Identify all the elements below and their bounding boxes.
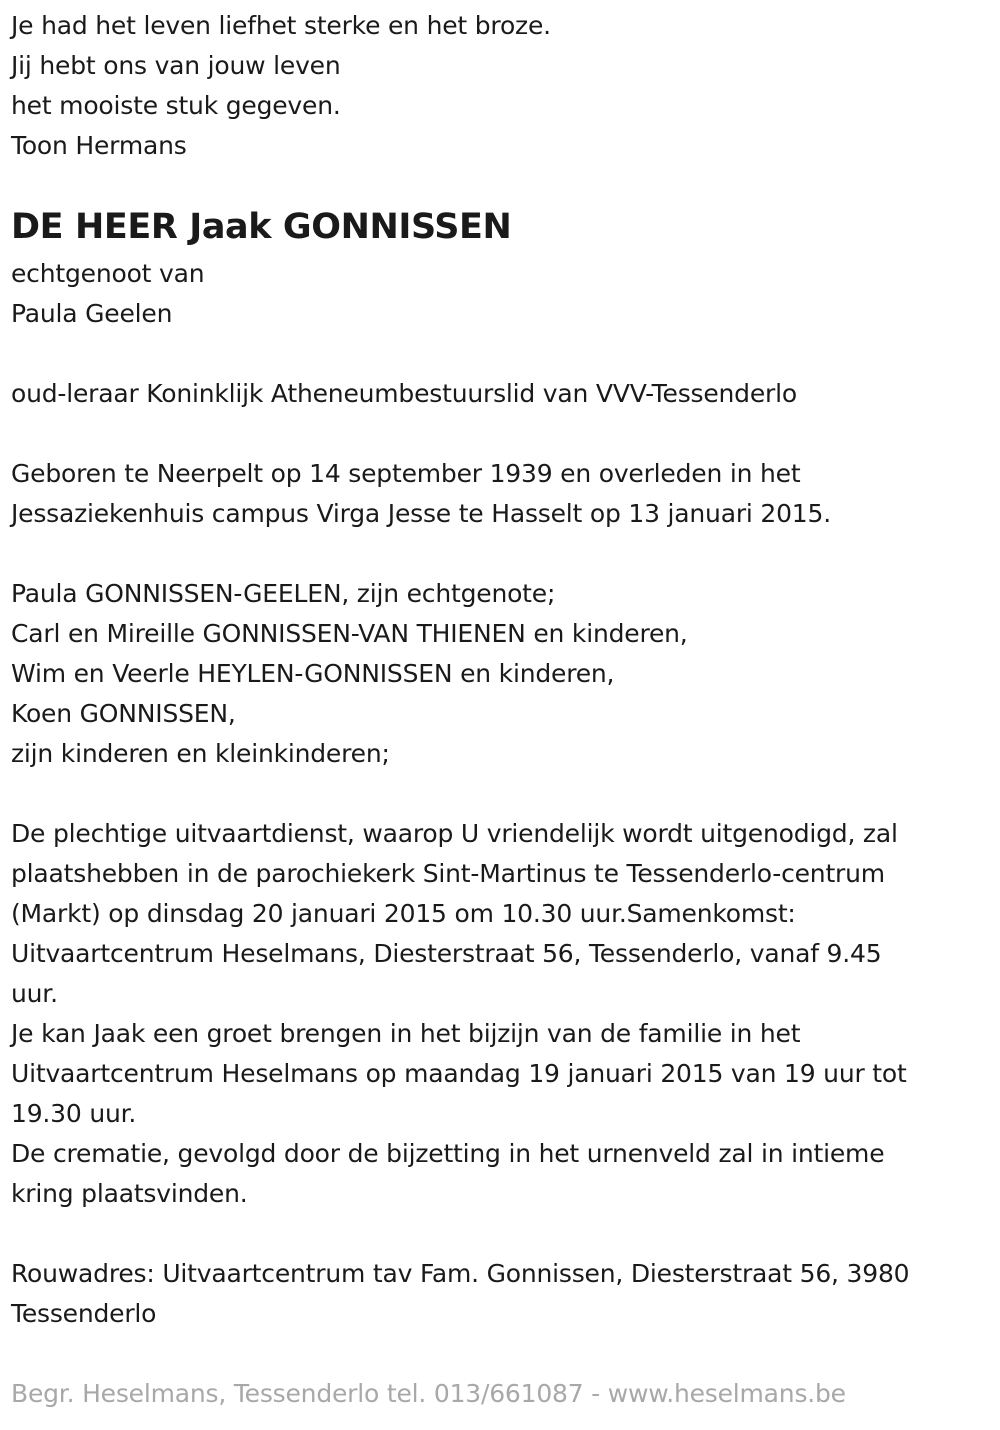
service-line: Je kan Jaak een groet brengen in het bijzijn van de familie in het	[11, 1019, 801, 1048]
family-line: Koen GONNISSEN,	[11, 699, 236, 728]
service-line: uur.	[11, 979, 58, 1008]
family-line: Paula GONNISSEN-GEELEN, zijn echtgenote;	[11, 579, 556, 608]
address-line: Rouwadres: Uitvaartcentrum tav Fam. Gonnissen, Diesterstraat 56, 3980	[11, 1259, 910, 1288]
family-line: Carl en Mireille GONNISSEN-VAN THIENEN en kinderen,	[11, 619, 688, 648]
family-line: zijn kinderen en kleinkinderen;	[11, 739, 390, 768]
family-line: Wim en Veerle HEYLEN-GONNISSEN en kinderen,	[11, 659, 615, 688]
funeral-home-footer: Begr. Heselmans, Tessenderlo tel. 013/661087 - www.heselmans.be	[11, 1379, 846, 1408]
birth-death-line: Geboren te Neerpelt op 14 september 1939 en overleden in het	[11, 459, 801, 488]
occupation: oud-leraar Koninklijk Atheneumbestuurslid van VVV-Tessenderlo	[11, 379, 797, 408]
birth-death-line: Jessaziekenhuis campus Virga Jesse te Hasselt op 13 januari 2015.	[11, 499, 831, 528]
occupation-block	[11, 374, 991, 414]
service-line: (Markt) op dinsdag 20 januari 2015 om 10.30 uur.Samenkomst:	[11, 899, 796, 928]
deceased-name: DE HEER Jaak GONNISSEN	[11, 207, 512, 247]
family-block	[11, 574, 991, 774]
service-line: kring plaatsvinden.	[11, 1179, 248, 1208]
spouse-block	[11, 254, 991, 334]
poem	[11, 6, 991, 166]
spouse-line: echtgenoot van	[11, 259, 205, 288]
spouse-line: Paula Geelen	[11, 299, 173, 328]
deceased-name-block	[11, 202, 991, 252]
poem-line: Jij hebt ons van jouw leven	[11, 51, 341, 80]
service-line: 19.30 uur.	[11, 1099, 137, 1128]
service-block	[11, 814, 991, 1214]
address-block	[11, 1254, 991, 1334]
service-line: Uitvaartcentrum Heselmans op maandag 19 januari 2015 van 19 uur tot	[11, 1059, 907, 1088]
footer-block	[11, 1374, 991, 1414]
address-line: Tessenderlo	[11, 1299, 157, 1328]
service-line: plaatshebben in de parochiekerk Sint-Martinus te Tessenderlo-centrum	[11, 859, 885, 888]
poem-author: Toon Hermans	[11, 131, 187, 160]
service-line: De plechtige uitvaartdienst, waarop U vriendelijk wordt uitgenodigd, zal	[11, 819, 898, 848]
poem-line: Je had het leven liefhet sterke en het broze.	[11, 11, 551, 40]
service-line: De crematie, gevolgd door de bijzetting in het urnenveld zal in intieme	[11, 1139, 885, 1168]
birth-death-block	[11, 454, 991, 534]
service-line: Uitvaartcentrum Heselmans, Diesterstraat 56, Tessenderlo, vanaf 9.45	[11, 939, 882, 968]
poem-line: het mooiste stuk gegeven.	[11, 91, 341, 120]
